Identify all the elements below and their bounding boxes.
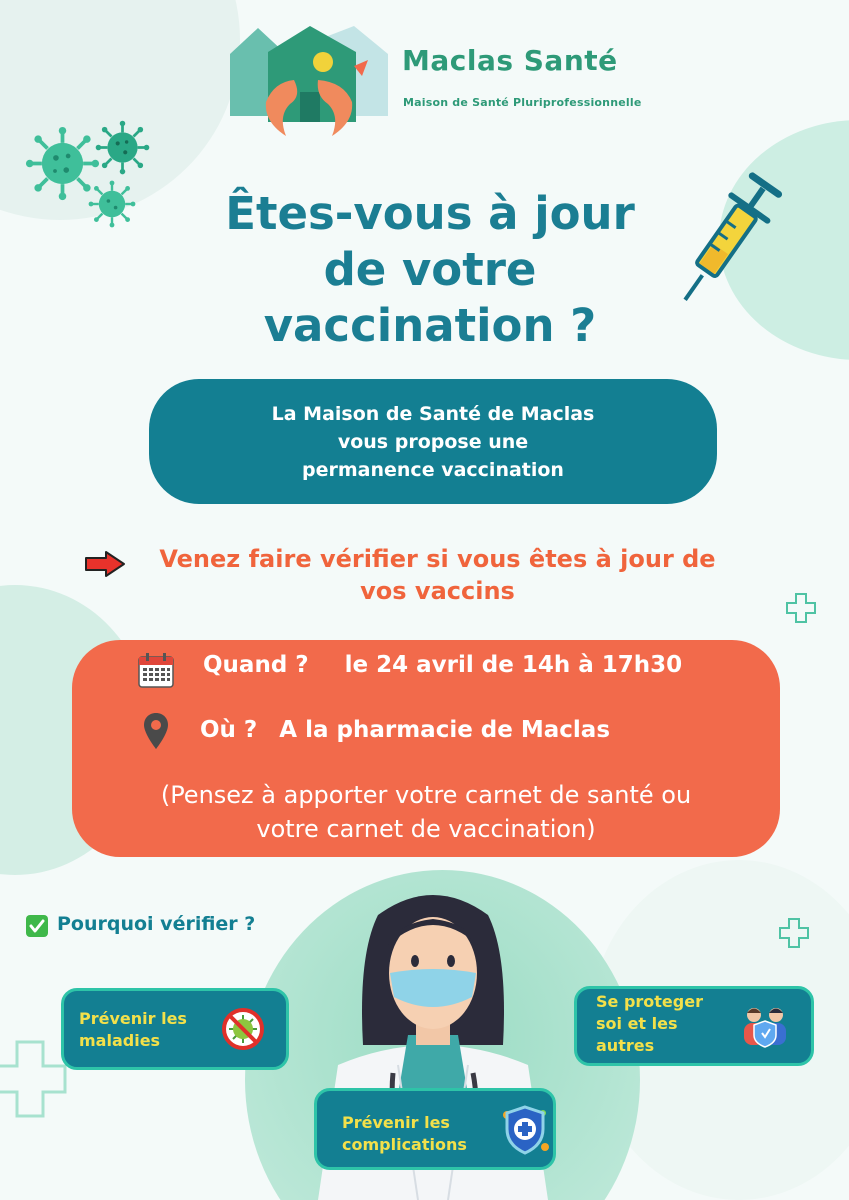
location-pin-icon: [143, 712, 169, 750]
info-line: vous propose une: [337, 431, 529, 453]
title-line: de votre: [323, 243, 537, 296]
benefit-card-complications: [314, 1088, 556, 1170]
card-label-line: Prévenir les: [79, 1009, 187, 1028]
family-shield-icon: [740, 1003, 790, 1049]
event-when: [203, 652, 682, 678]
plus-icon: [786, 593, 816, 623]
card-label-line: maladies: [79, 1031, 161, 1050]
cta-line: vos vaccins: [360, 577, 515, 605]
plus-icon: [779, 918, 809, 948]
title-line: vaccination ?: [263, 299, 597, 352]
maclas-sante-logo: [228, 24, 393, 139]
when-label: Quand ?: [203, 652, 309, 678]
call-to-action: [130, 543, 745, 607]
brand-name: Maclas Santé: [402, 44, 618, 77]
info-line: La Maison de Santé de Maclas: [271, 403, 595, 425]
card-label-line: soi et les: [596, 1014, 678, 1033]
info-line: permanence vaccination: [302, 459, 564, 481]
plus-icon: [0, 1040, 67, 1118]
title-line: Êtes-vous à jour: [225, 187, 635, 240]
calendar-icon: [137, 651, 175, 689]
card-label-line: autres: [596, 1036, 655, 1055]
card-label-line: Prévenir les: [342, 1113, 450, 1132]
where-value: A la pharmacie de Maclas: [279, 717, 611, 743]
right-arrow-icon: [84, 550, 126, 578]
benefit-card-protect: [574, 986, 814, 1066]
reminder-line: votre carnet de vaccination): [256, 815, 596, 843]
syringe-icon: [665, 165, 790, 315]
reminder-note: [92, 778, 760, 846]
cta-line: Venez faire vérifier si vous êtes à jour de: [159, 545, 716, 573]
card-label: [342, 1112, 467, 1156]
reminder-line: (Pensez à apporter votre carnet de santé ou: [160, 781, 692, 809]
info-banner: [149, 379, 717, 504]
card-label: [596, 991, 703, 1057]
brand-subtitle: Maison de Santé Pluriprofessionnelle: [403, 96, 642, 109]
when-value: le 24 avril de 14h à 17h30: [344, 652, 683, 678]
checkmark-icon: [25, 914, 49, 938]
virus-icon: [95, 120, 150, 175]
event-where: [200, 717, 610, 743]
virus-icon: [88, 180, 136, 228]
benefit-card-diseases: [61, 988, 289, 1070]
card-label: [79, 1008, 187, 1052]
card-label-line: complications: [342, 1135, 467, 1154]
why-heading: Pourquoi vérifier ?: [57, 913, 256, 935]
no-virus-icon: [221, 1007, 265, 1051]
where-label: Où ?: [200, 717, 258, 743]
medical-shield-icon: [499, 1103, 551, 1157]
card-label-line: Se proteger: [596, 992, 703, 1011]
page-title: [130, 186, 730, 354]
